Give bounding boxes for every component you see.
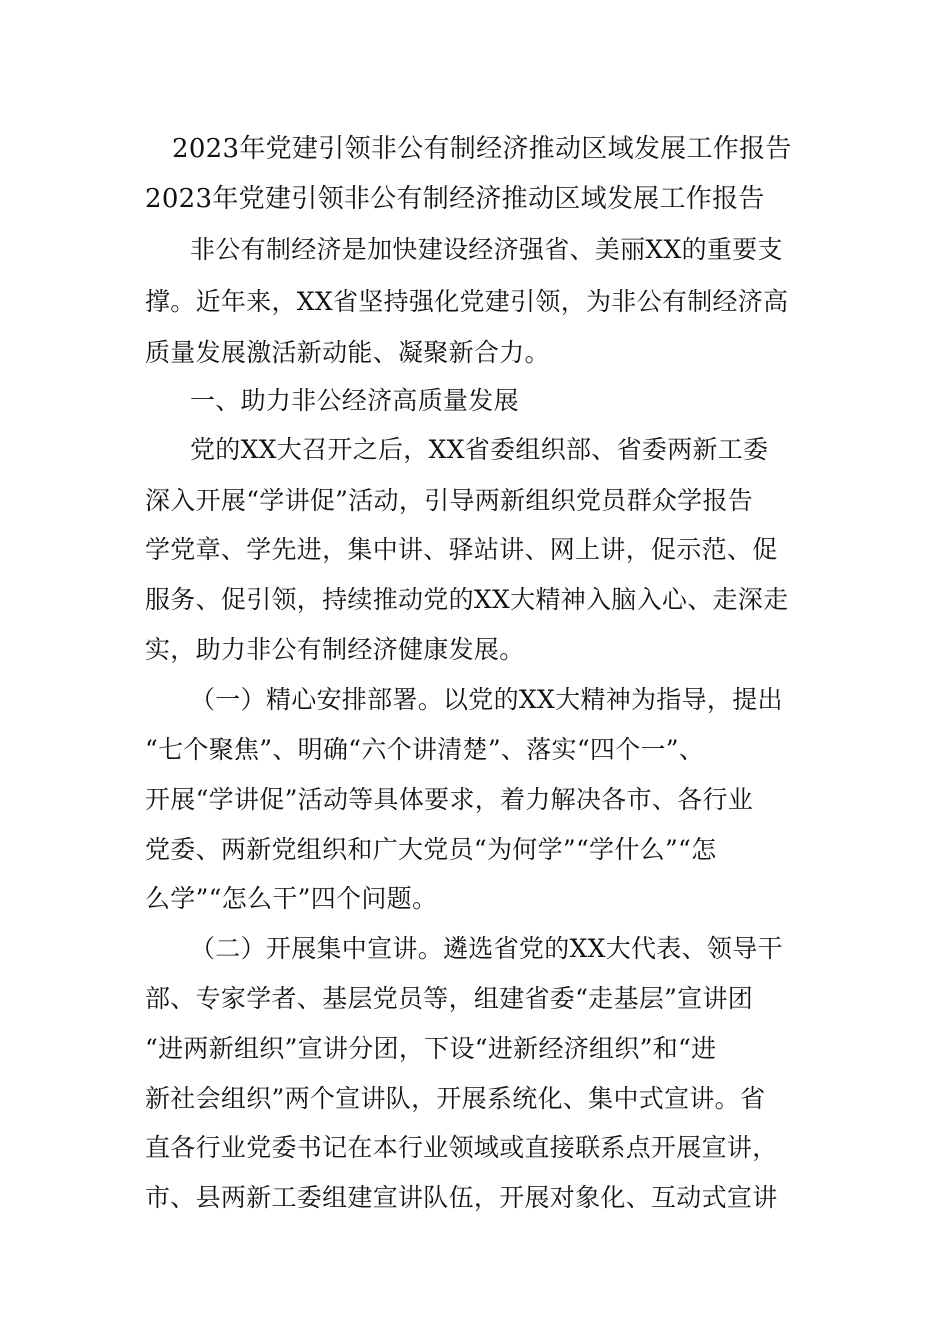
paragraph-line: 撑。近年来，XX省坚持强化党建引领，为非公有制经济高 xyxy=(145,287,789,316)
paragraph-line: 质量发展激活新动能、凝聚新合力。 xyxy=(145,338,550,367)
paragraph-line: 开展“学讲促”活动等具体要求，着力解决各市、各行业 xyxy=(145,785,754,814)
paragraph-line: “七个聚焦”、明确“六个讲清楚”、落实“四个一”、 xyxy=(145,735,705,764)
document-title: 2023年党建引领非公有制经济推动区域发展工作报告 xyxy=(172,134,792,164)
paragraph-line: 深入开展“学讲促”活动，引导两新组织党员群众学报告 xyxy=(145,486,754,515)
document-title-repeat: 2023年党建引领非公有制经济推动区域发展工作报告 xyxy=(145,184,765,214)
paragraph-line: “进两新组织”宣讲分团，下设“进新经济组织”和“进 xyxy=(145,1034,717,1063)
paragraph-line: 部、专家学者、基层党员等，组建省委“走基层”宣讲团 xyxy=(145,984,754,1013)
paragraph-line: 学党章、学先进，集中讲、驿站讲、网上讲，促示范、促 xyxy=(145,535,778,564)
paragraph-line: 新社会组织”两个宣讲队，开展系统化、集中式宣讲。省 xyxy=(145,1084,766,1113)
paragraph-line: 实，助力非公有制经济健康发展。 xyxy=(145,635,525,664)
paragraph-line: 么学”“怎么干”四个问题。 xyxy=(145,884,438,913)
section-heading: 一、助力非公经济高质量发展 xyxy=(190,386,519,415)
subsection-paragraph-line: （二）开展集中宣讲。遴选省党的XX大代表、领导干 xyxy=(190,934,783,963)
paragraph-line: 直各行业党委书记在本行业领域或直接联系点开展宣讲， xyxy=(145,1133,778,1162)
paragraph-line: 党的XX大召开之后，XX省委组织部、省委两新工委 xyxy=(190,435,769,464)
paragraph-line: 市、县两新工委组建宣讲队伍，开展对象化、互动式宣讲 xyxy=(145,1183,778,1212)
paragraph-line: 非公有制经济是加快建设经济强省、美丽XX的重要支 xyxy=(190,235,783,264)
subsection-paragraph-line: （一）精心安排部署。以党的XX大精神为指导，提出 xyxy=(190,685,783,714)
paragraph-line: 服务、促引领，持续推动党的XX大精神入脑入心、走深走 xyxy=(145,585,789,614)
paragraph-line: 党委、两新党组织和广大党员“为何学”“学什么”“怎 xyxy=(145,835,717,864)
